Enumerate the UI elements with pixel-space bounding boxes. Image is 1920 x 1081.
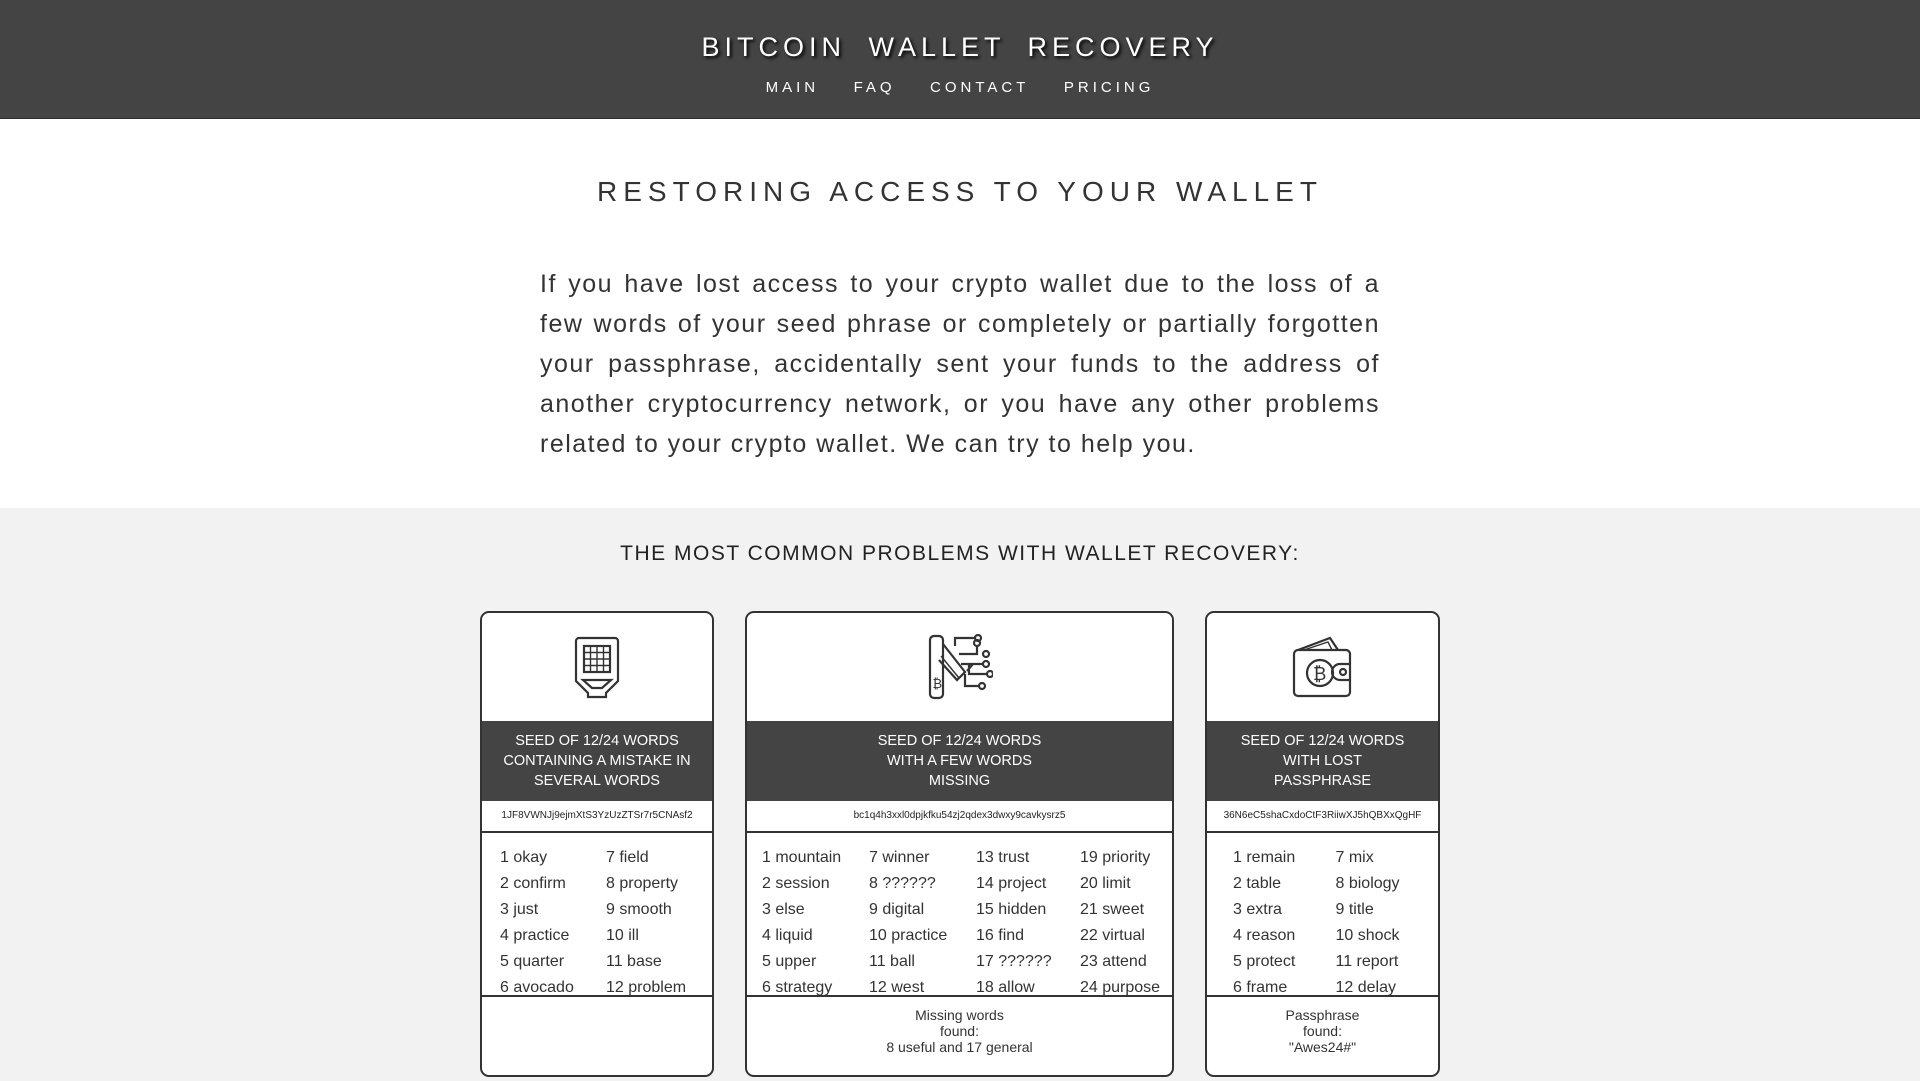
hero-text: If you have lost access to your crypto wallet due to the loss of a few words of your seed phrase or completely or partially forgotten your passphrase, accidentally sent your funds to the address of another cryptocurrency network, or you have any other problems related to your crypto wallet. We can try to help you. <box>540 270 1380 458</box>
seed-column <box>762 845 869 995</box>
seed-word: 6 frame <box>1233 979 1288 996</box>
seed-word: 6 avocado <box>500 979 574 996</box>
hero-section <box>0 119 1920 508</box>
site-header <box>0 0 1920 119</box>
card-title: SEED OF 12/24 WORDS WITH LOST PASSPHRASE <box>1207 721 1438 801</box>
seed-word: 7 field <box>606 849 649 866</box>
seed-word: 18 allow <box>976 979 1035 996</box>
seed-word: 14 project <box>976 875 1047 892</box>
seed-word: 10 shock <box>1335 927 1400 944</box>
seed-word: 3 just <box>500 901 539 918</box>
seed-word: 1 mountain <box>762 849 842 866</box>
recovery-result: Missing words found: 8 useful and 17 general <box>886 1007 1033 1055</box>
seed-word: 24 purpose <box>1080 979 1161 996</box>
problems-heading: THE MOST COMMON PROBLEMS WITH WALLET RECOVERY: <box>620 542 1300 565</box>
seed-word: 7 winner <box>869 849 930 866</box>
seed-word: 5 quarter <box>500 953 565 970</box>
wallet-address: 1JF8VWNJj9ejmXtS3YzUzZTSr7r5CNAsf2 <box>482 801 712 833</box>
problem-cards <box>0 566 1920 1055</box>
seed-column <box>500 845 606 995</box>
problems-section <box>0 508 1920 1081</box>
seed-word: 9 digital <box>869 901 925 918</box>
seed-word: 23 attend <box>1080 953 1147 970</box>
seed-word: 15 hidden <box>976 901 1047 918</box>
recovery-result: Passphrase found: "Awes24#" <box>1285 1007 1360 1055</box>
seed-word: 4 reason <box>1233 927 1296 944</box>
bitcoin-wallet-icon <box>1207 613 1438 721</box>
seed-word: 21 sweet <box>1080 901 1145 918</box>
seed-word: 19 priority <box>1080 849 1151 866</box>
hero-heading: RESTORING ACCESS TO YOUR WALLET <box>597 176 1323 207</box>
seed-word: 17 ?????? <box>976 953 1052 970</box>
seed-word: 11 base <box>606 953 662 970</box>
seed-word: 10 ill <box>606 927 639 944</box>
seed-column <box>1336 845 1439 995</box>
wallet-address: bc1q4h3xxl0dpjkfku54zj2qdex3dwxy9cavkysrz5 <box>747 801 1172 833</box>
crypto-key-circuit-icon <box>747 613 1172 721</box>
seed-word: 20 limit <box>1080 875 1131 892</box>
seed-word: 2 table <box>1233 875 1282 892</box>
seed-word: 16 find <box>976 927 1025 944</box>
seed-words <box>747 833 1172 997</box>
seed-words <box>482 833 712 997</box>
nav-faq[interactable]: FAQ <box>853 79 896 96</box>
seed-word: 8 ?????? <box>869 875 936 892</box>
problem-card-missing-words <box>745 611 1174 1077</box>
seed-word: 8 property <box>606 875 679 892</box>
seed-word: 9 title <box>1335 901 1374 918</box>
nav-contact[interactable]: CONTACT <box>930 79 1030 96</box>
seed-word: 2 session <box>762 875 830 892</box>
nav-pricing[interactable]: PRICING <box>1063 79 1155 96</box>
seed-column <box>1080 845 1172 995</box>
problem-card-mistake <box>480 611 714 1077</box>
seed-word: 2 confirm <box>500 875 566 892</box>
seed-column <box>869 845 976 995</box>
seed-word: 9 smooth <box>606 901 672 918</box>
seed-column <box>1233 845 1336 995</box>
seed-word: 22 virtual <box>1080 927 1145 944</box>
svg-text:₿: ₿ <box>1312 664 1326 685</box>
seed-word: 11 report <box>1335 953 1399 970</box>
seed-word: 13 trust <box>976 849 1030 866</box>
svg-text:₿: ₿ <box>932 677 942 692</box>
hardware-wallet-icon <box>482 613 712 721</box>
seed-word: 3 else <box>762 901 805 918</box>
seed-word: 5 upper <box>762 953 817 970</box>
seed-word: 1 remain <box>1233 849 1296 866</box>
wallet-address: 36N6eC5shaCxdoCtF3RiiwXJ5hQBXxQgHF <box>1207 801 1438 833</box>
seed-word: 3 extra <box>1233 901 1282 918</box>
nav-main[interactable]: MAIN <box>765 79 820 96</box>
seed-word: 7 mix <box>1335 849 1374 866</box>
main-nav <box>0 79 1920 97</box>
card-title: SEED OF 12/24 WORDS WITH A FEW WORDS MISSING <box>747 721 1172 801</box>
seed-word: 10 practice <box>869 927 948 944</box>
seed-column <box>976 845 1080 995</box>
seed-word: 8 biology <box>1335 875 1400 892</box>
seed-word: 4 liquid <box>762 927 813 944</box>
seed-word: 12 delay <box>1335 979 1396 996</box>
seed-word: 6 strategy <box>762 979 833 996</box>
seed-column <box>606 845 712 995</box>
seed-word: 1 okay <box>500 849 548 866</box>
site-title[interactable]: BITCOIN WALLET RECOVERY <box>701 32 1219 62</box>
seed-word: 5 protect <box>1233 953 1296 970</box>
card-title: SEED OF 12/24 WORDS CONTAINING A MISTAKE IN SEVERAL WORDS <box>482 721 712 801</box>
problem-card-passphrase <box>1205 611 1440 1077</box>
seed-words <box>1207 833 1438 997</box>
seed-word: 12 west <box>869 979 925 996</box>
seed-word: 11 ball <box>869 953 915 970</box>
seed-word: 12 problem <box>606 979 687 996</box>
seed-word: 4 practice <box>500 927 570 944</box>
